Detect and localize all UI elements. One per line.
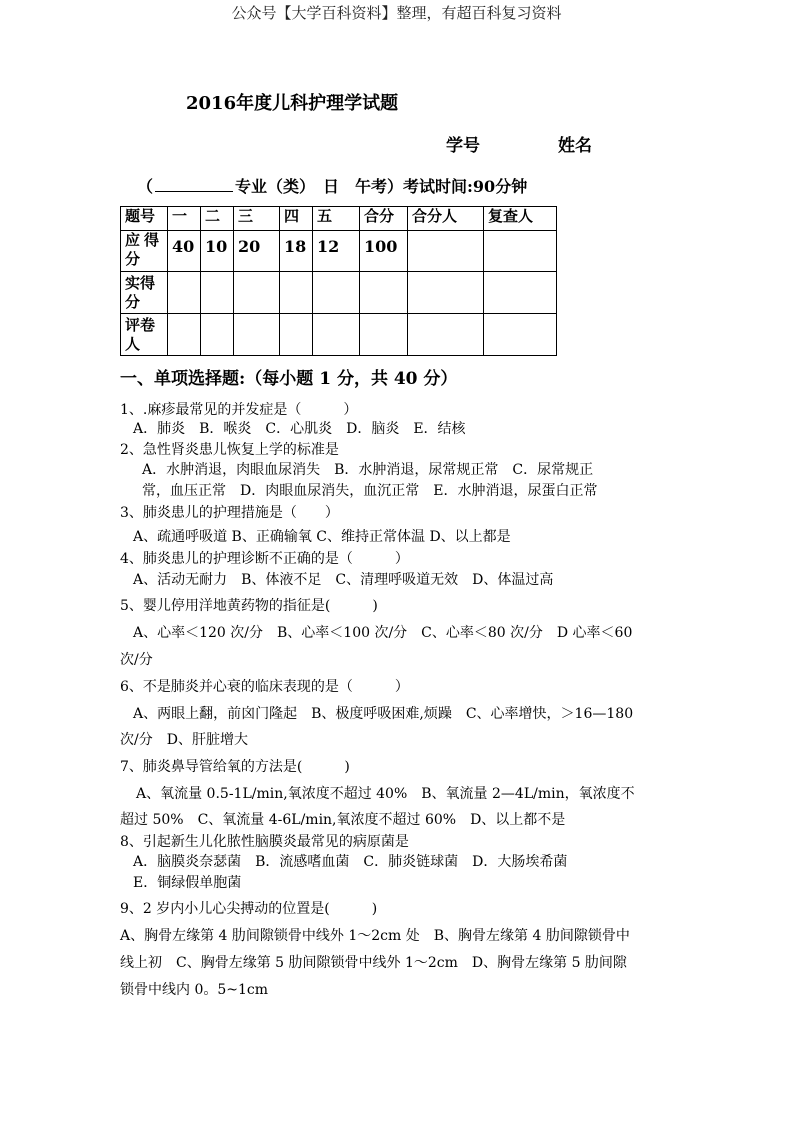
empty-cell <box>168 272 201 314</box>
points-cell: 100 <box>360 231 408 272</box>
options-3: A、疏通呼吸道 B、正确输氧 C、维持正常体温 D、以上都是 <box>133 529 511 545</box>
question-9: 9、2 岁内小儿心尖搏动的位置是( ) <box>120 901 378 917</box>
empty-cell <box>484 314 557 356</box>
header-cell: 合分 <box>360 207 408 231</box>
options-8-line-1: A．脑膜炎奈瑟菌 B．流感嗜血菌 C．肺炎链球菌 D．大肠埃希菌 <box>133 854 568 870</box>
points-cell: 12 <box>313 231 360 272</box>
header-cell: 题号 <box>121 207 168 231</box>
options-2-line-2: 常，血压正常 D．肉眼血尿消失，血沉正常 E．水肿消退，尿蛋白正常 <box>142 483 598 499</box>
student-id-label: 学号 <box>446 136 480 156</box>
name-label: 姓名 <box>558 136 592 156</box>
empty-cell <box>408 314 484 356</box>
points-cell: 40 <box>168 231 201 272</box>
section-1-heading: 一、单项选择题:（每小题 1 分，共 40 分） <box>120 369 458 389</box>
row-label: 实得分 <box>121 272 168 314</box>
points-cell: 10 <box>201 231 234 272</box>
score-table-row <box>121 231 557 272</box>
question-7: 7、肺炎鼻导管给氧的方法是( ) <box>120 759 350 775</box>
exam-title: 2016年度儿科护理学试题 <box>186 93 399 114</box>
points-cell: 18 <box>280 231 313 272</box>
options-7-line-1: A、氧流量 0.5-1L/min,氧浓度不超过 40% B、氧流量 2—4L/min，氧浓度不 <box>136 786 635 802</box>
header-cell: 复查人 <box>484 207 557 231</box>
empty-cell <box>201 272 234 314</box>
options-1: A．肺炎 B．喉炎 C．心肌炎 D．脑炎 E．结核 <box>133 421 466 437</box>
header-cell: 五 <box>313 207 360 231</box>
empty-cell <box>313 314 360 356</box>
exam-line-text: 专业（类） 日 午考）考试时间:90分钟 <box>235 177 528 196</box>
document-header: 公众号【大学百科资料】整理，有超百科复习资料 <box>231 4 562 22</box>
exam-line-open: （ <box>137 177 154 196</box>
options-6-line-2: 次/分 D、肝脏增大 <box>120 732 248 748</box>
empty-cell <box>201 314 234 356</box>
header-cell: 合分人 <box>408 207 484 231</box>
empty-cell <box>484 231 557 272</box>
empty-cell <box>168 314 201 356</box>
header-cell: 二 <box>201 207 234 231</box>
options-9-line-2: 线上初 C、胸骨左缘第 5 肋间隙锁骨中线外 1～2cm D、胸骨左缘第 5 肋间隙 <box>120 955 627 971</box>
question-3: 3、肺炎患儿的护理措施是（ ） <box>120 505 339 521</box>
row-label: 应得分 <box>121 231 168 272</box>
options-9-line-3: 锁骨中线内 0。5~1cm <box>120 982 269 998</box>
header-cell: 四 <box>280 207 313 231</box>
question-2: 2、急性肾炎患儿恢复上学的标准是 <box>120 442 339 458</box>
empty-cell <box>484 272 557 314</box>
header-cell: 一 <box>168 207 201 231</box>
options-9-line-1: A、胸骨左缘第 4 肋间隙锁骨中线外 1～2cm 处 B、胸骨左缘第 4 肋间隙锁骨中 <box>120 928 630 944</box>
question-5: 5、婴儿停用洋地黄药物的指征是( ) <box>120 598 378 614</box>
options-8-line-2: E．铜绿假单胞菌 <box>133 875 242 891</box>
options-7-line-2: 超过 50% C、氧流量 4-6L/min,氧浓度不超过 60% D、以上都不是 <box>120 812 566 828</box>
empty-cell <box>280 314 313 356</box>
empty-cell <box>408 272 484 314</box>
score-table <box>120 206 557 356</box>
options-4: A、活动无耐力 B、体液不足 C、清理呼吸道无效 D、体温过高 <box>133 572 554 588</box>
row-label: 评卷人 <box>121 314 168 356</box>
score-table-row <box>121 314 557 356</box>
options-5-line-1: A、心率＜120 次/分 B、心率＜100 次/分 C、心率＜80 次/分 D 心率＜60 <box>133 625 633 641</box>
empty-cell <box>234 314 280 356</box>
empty-cell <box>234 272 280 314</box>
question-8: 8、引起新生儿化脓性脑膜炎最常见的病原菌是 <box>120 834 409 850</box>
header-cell: 三 <box>234 207 280 231</box>
points-cell: 20 <box>234 231 280 272</box>
empty-cell <box>408 231 484 272</box>
options-5-line-2: 次/分 <box>120 652 153 668</box>
empty-cell <box>313 272 360 314</box>
question-4: 4、肺炎患儿的护理诊断不正确的是（ ） <box>120 551 409 567</box>
empty-cell <box>280 272 313 314</box>
options-2-line-1: A．水肿消退，肉眼血尿消失 B．水肿消退，尿常规正常 C．尿常规正 <box>142 462 594 478</box>
score-table-row <box>121 272 557 314</box>
empty-cell <box>360 272 408 314</box>
options-6-line-1: A、两眼上翻，前囟门隆起 B、极度呼吸困难,烦躁 C、心率增快，＞16—180 <box>133 706 634 722</box>
question-1: 1、.麻疹最常见的并发症是（ ） <box>120 402 358 418</box>
question-6: 6、不是肺炎并心衰的临床表现的是（ ） <box>120 679 409 695</box>
major-blank <box>155 175 233 192</box>
empty-cell <box>360 314 408 356</box>
score-table-header-row <box>121 207 557 231</box>
exam-info-line <box>137 174 527 197</box>
